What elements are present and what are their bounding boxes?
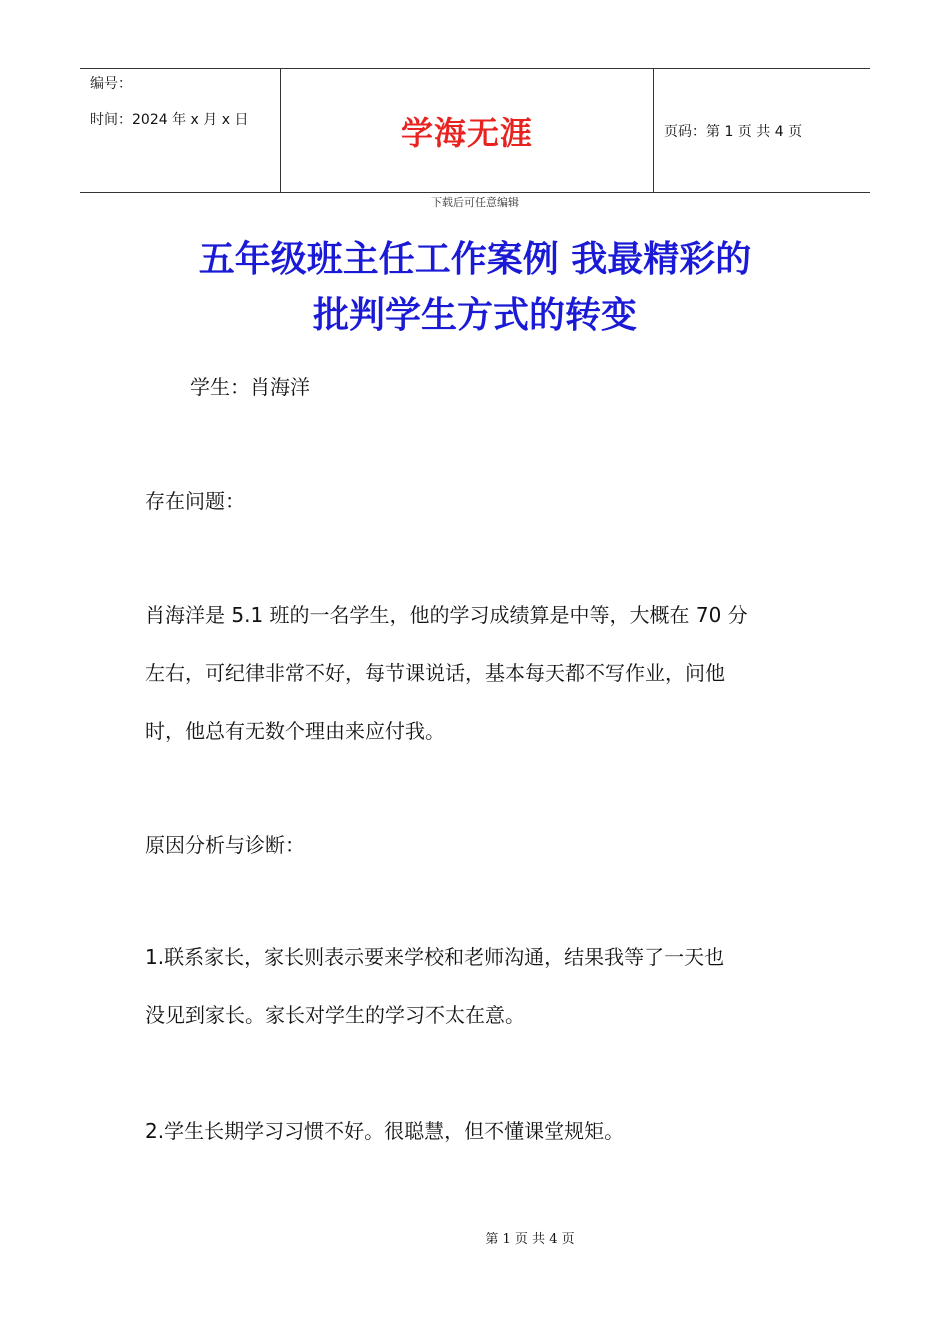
analysis-item-1: [145, 928, 825, 1044]
analysis-heading: 原因分析与诊断：: [145, 833, 305, 857]
problem-heading: 存在问题：: [145, 489, 245, 513]
problem-line-3: 时，他总有无数个理由来应付我。: [145, 719, 445, 743]
header-table: [80, 68, 870, 193]
title-line-1: 五年级班主任工作案例 我最精彩的: [198, 239, 752, 280]
header-left-cell: [80, 69, 281, 192]
serial-label: 编号：: [90, 76, 132, 92]
title-line-2: 批判学生方式的转变: [312, 295, 637, 336]
problem-paragraph: [145, 586, 825, 760]
student-name: 学生：肖海洋: [190, 375, 310, 399]
page-info: 页码：第 1 页 共 4 页: [664, 123, 803, 140]
problem-line-2: 左右，可纪律非常不好，每节课说话，基本每天都不写作业，问他: [145, 661, 725, 685]
header-brand-cell: [281, 69, 654, 192]
header-right-cell: [654, 69, 870, 192]
problem-line-1: 肖海洋是 5.1 班的一名学生，他的学习成绩算是中等，大概在 70 分: [145, 603, 748, 627]
item1-line-2: 没见到家长。家长对学生的学习不太在意。: [145, 1003, 525, 1027]
analysis-item-2: 2.学生长期学习习惯不好。很聪慧，但不懂课堂规矩。: [145, 1119, 625, 1143]
item1-line-1: 1.联系家长，家长则表示要来学校和老师沟通，结果我等了一天也: [145, 945, 725, 969]
page-footer: 第 1 页 共 4 页: [485, 1232, 575, 1247]
document-title: [0, 232, 950, 344]
date-label: 时间：2024 年 x 月 x 日: [90, 112, 249, 128]
brand-title: 学海无涯: [400, 113, 533, 152]
editable-note: 下载后可任意编辑: [431, 196, 519, 209]
